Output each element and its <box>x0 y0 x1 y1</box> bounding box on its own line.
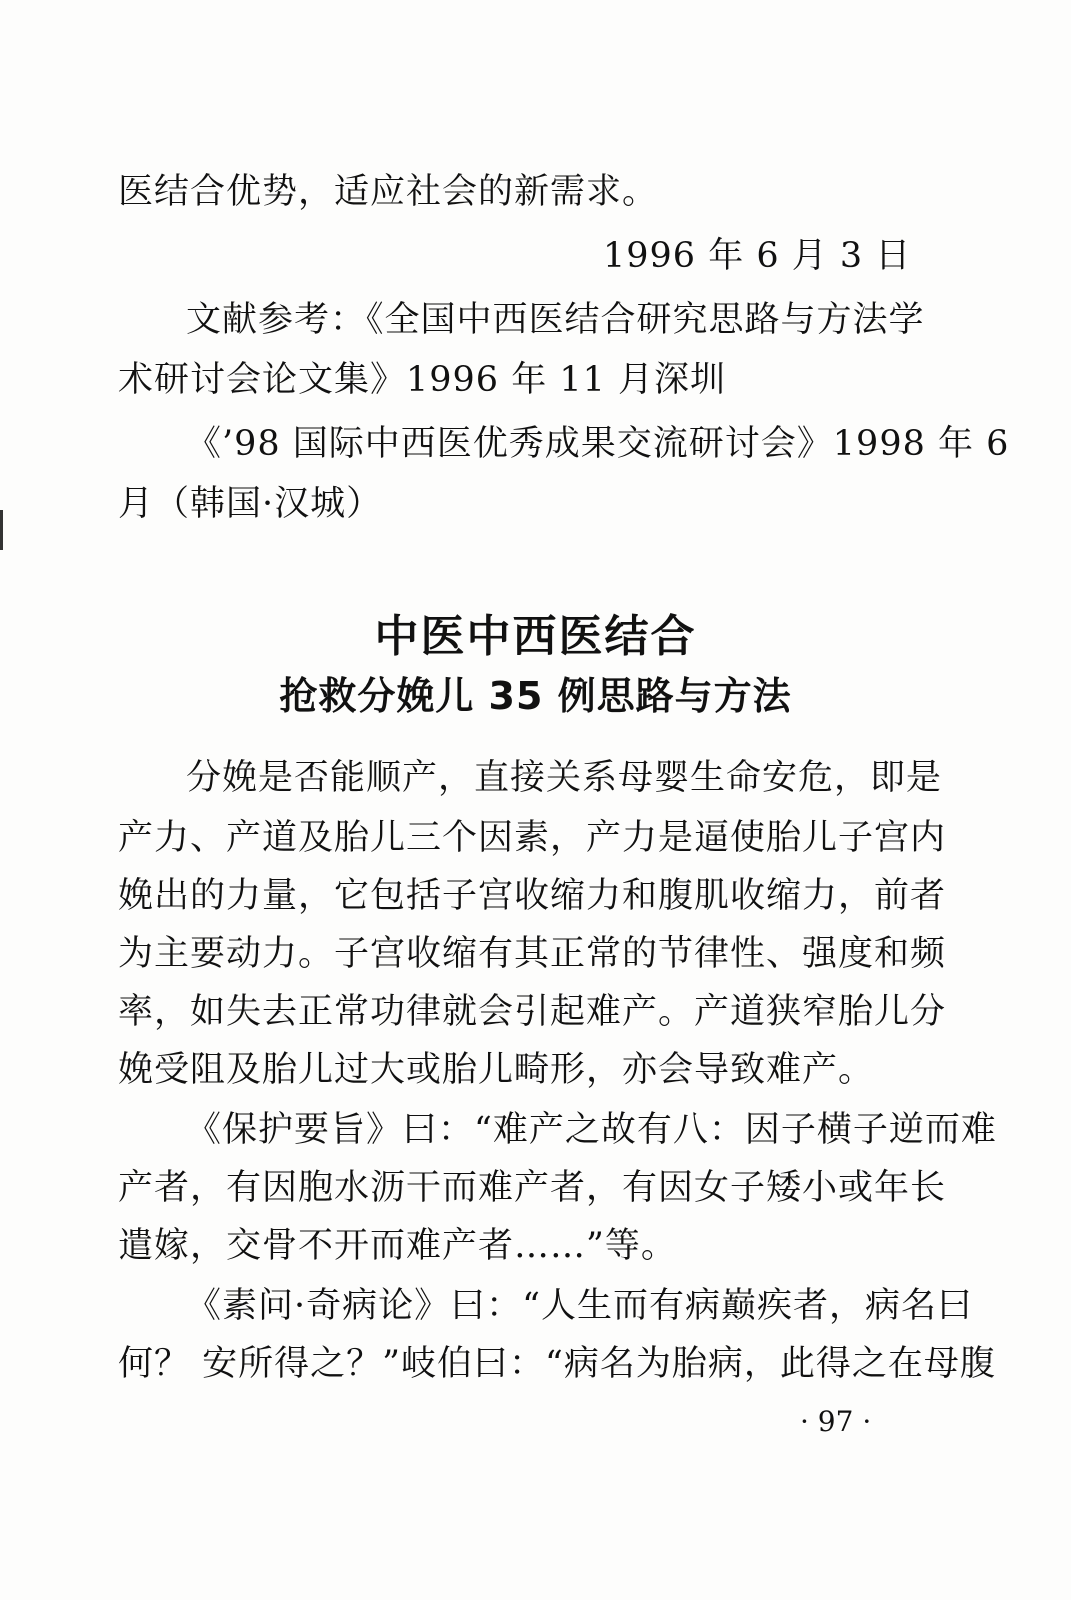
paragraph-1-line: 产力、产道及胎儿三个因素，产力是逼使胎儿子宫内 <box>118 818 947 858</box>
article-title: 中医中西医结合 <box>374 611 697 662</box>
paragraph-1-line: 分娩是否能顺产，直接关系母婴生命安危，即是 <box>186 758 943 798</box>
paragraph-1-line: 娩出的力量，它包括子宫收缩力和腹肌收缩力，前者 <box>118 876 947 916</box>
section-date: 1996 年 6 月 3 日 <box>603 236 912 276</box>
paragraph-2-line: 《保护要旨》曰：“难产之故有八：因子横子逆而难 <box>186 1110 997 1150</box>
paragraph-1-line: 为主要动力。子宫收缩有其正常的节律性、强度和频 <box>118 934 947 974</box>
paragraph-1-line: 率，如失去正常功律就会引起难产。产道狭窄胎儿分 <box>118 992 947 1032</box>
binding-edge-mark <box>0 510 3 550</box>
page-number: · 97 · <box>800 1405 872 1438</box>
paragraph-3-line: 《素问·奇病论》曰：“人生而有病巅疾者，病名曰 <box>186 1286 974 1326</box>
reference-1-line-2: 术研讨会论文集》1996 年 11 月深圳 <box>118 360 726 400</box>
paragraph-1-line: 娩受阻及胎儿过大或胎儿畸形，亦会导致难产。 <box>118 1050 875 1090</box>
paragraph-3-line: 何？ 安所得之？”岐伯曰：“病名为胎病，此得之在母腹 <box>118 1344 996 1384</box>
reference-1-line-1: 文献参考：《全国中西医结合研究思路与方法学 <box>186 300 925 340</box>
reference-2-line-2: 月（韩国·汉城） <box>118 484 383 524</box>
article-subtitle: 抢救分娩儿 35 例思路与方法 <box>279 674 792 718</box>
continued-text-line: 医结合优势，适应社会的新需求。 <box>118 172 659 212</box>
paragraph-2-line: 产者，有因胞水沥干而难产者，有因女子矮小或年长 <box>118 1168 947 1208</box>
reference-2-line-1: 《’98 国际中西医优秀成果交流研讨会》1998 年 6 <box>186 424 1010 464</box>
paragraph-2-line: 遣嫁，交骨不开而难产者……”等。 <box>118 1226 677 1266</box>
